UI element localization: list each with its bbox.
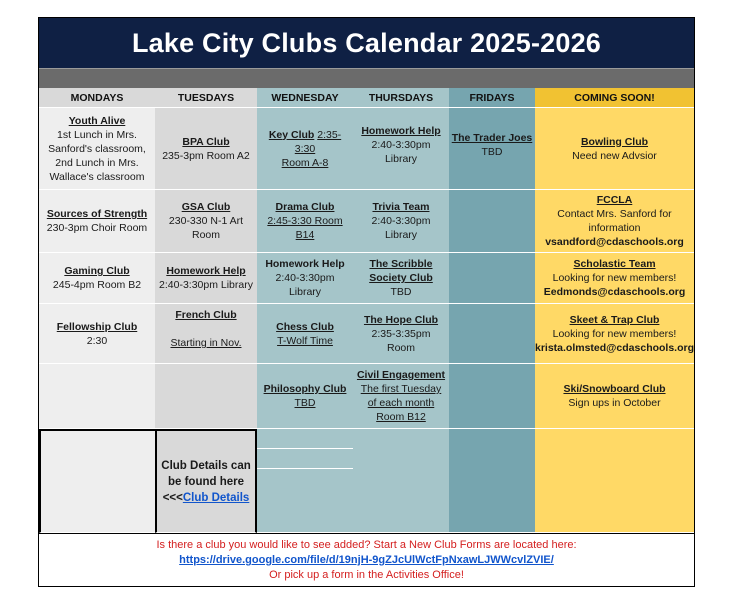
club-cell-fellowship-club[interactable] — [39, 304, 155, 364]
club-name: Trivia Team — [372, 201, 430, 213]
club-cell-drama-club[interactable] — [257, 190, 353, 253]
club-name: Chess Club — [276, 320, 334, 333]
empty-cell — [39, 364, 155, 429]
empty-cell — [155, 364, 257, 429]
club-cell-chess-club[interactable] — [257, 304, 353, 364]
club-cell-trivia-team[interactable] — [353, 190, 449, 253]
club-detail: Wallace's classroom — [49, 170, 145, 183]
club-detail: Sign ups in October — [568, 397, 661, 409]
header-tuesday: TUESDAYS — [155, 88, 257, 108]
club-detail: 1st Lunch in Mrs. — [57, 128, 137, 141]
club-cell-homework-help-wednesday[interactable] — [257, 253, 353, 304]
club-name: Fellowship Club — [56, 320, 138, 333]
club-detail: Looking for new members! — [552, 272, 677, 284]
club-name: Drama Club — [275, 201, 335, 213]
empty-cell — [535, 429, 694, 533]
club-detail: 2:35-3:30 — [294, 128, 342, 155]
thursday-column — [353, 88, 449, 533]
club-cell-french-club[interactable] — [155, 304, 257, 364]
club-detail: 2:40-3:30pm Library — [159, 279, 253, 291]
club-cell-homework-help-thursday[interactable] — [353, 108, 449, 190]
club-detail: 2:40-3:30pm — [371, 139, 431, 151]
club-name: Ski/Snowboard Club — [563, 383, 666, 395]
empty-cell — [353, 429, 449, 533]
club-details-text: Club Details can — [161, 459, 251, 472]
club-cell-key-club[interactable] — [257, 108, 353, 190]
club-cell-trader-joes[interactable] — [449, 108, 535, 190]
club-detail: 245-4pm Room B2 — [52, 279, 142, 291]
club-cell-sources-of-strength[interactable] — [39, 190, 155, 253]
empty-cell — [257, 449, 353, 469]
club-detail: Library — [384, 229, 418, 241]
empty-cell — [449, 253, 535, 304]
empty-cell — [257, 429, 353, 449]
club-cell-philosophy-club[interactable] — [257, 364, 353, 429]
club-name: The Hope Club — [363, 313, 439, 326]
club-name: Gaming Club — [64, 265, 130, 277]
club-cell-fccla[interactable] — [535, 190, 694, 253]
contact-email: vsandford@cdaschools.org — [545, 236, 684, 248]
club-detail: 2nd Lunch in Mrs. — [55, 156, 139, 169]
calendar-sheet — [38, 17, 695, 587]
club-name: Youth Alive — [68, 114, 126, 127]
club-detail: 2:45-3:30 Room — [267, 215, 343, 227]
club-name: Sources of Strength — [46, 208, 148, 220]
club-detail: Room A-8 — [281, 156, 329, 169]
club-name: The Scribble — [369, 258, 433, 270]
friday-column — [449, 88, 535, 533]
club-detail: Room — [386, 341, 415, 354]
club-detail: Need new Advsior — [572, 149, 657, 162]
club-detail: 2:40-3:30pm — [275, 272, 335, 284]
club-detail: Sanford's classroom, — [48, 142, 146, 155]
club-cell-hope-club[interactable] — [353, 304, 449, 364]
club-cell-scholastic-team[interactable] — [535, 253, 694, 304]
club-details-text: be found here — [167, 475, 245, 488]
club-detail: 230-330 N-1 Art — [168, 215, 244, 227]
club-detail: 2:30 — [86, 334, 108, 347]
club-detail: Starting in Nov. — [170, 337, 242, 349]
club-details-note — [155, 429, 257, 533]
club-detail: TBD — [294, 397, 316, 409]
footer-prompt: Is there a club you would like to see added? Start a New Club Forms are located here: — [156, 539, 577, 551]
header-coming-soon: COMING SOON! — [535, 88, 694, 108]
club-detail: Room — [191, 229, 220, 241]
club-cell-youth-alive[interactable] — [39, 108, 155, 190]
club-cell-scribble-society[interactable] — [353, 253, 449, 304]
club-detail: 235-3pm Room A2 — [162, 149, 250, 162]
club-detail: 2:40-3:30pm — [371, 215, 431, 227]
club-name: Civil Engagement — [356, 369, 446, 381]
footer-office-note: Or pick up a form in the Activities Office! — [269, 569, 464, 581]
club-detail: Looking for new members! — [552, 327, 677, 340]
club-detail: Contact Mrs. Sanford for — [557, 208, 672, 220]
club-detail: of each month — [367, 397, 435, 409]
club-name: Scholastic Team — [573, 258, 656, 270]
club-cell-ski-snowboard[interactable] — [535, 364, 694, 429]
monday-column — [39, 88, 155, 533]
club-cell-bowling-club[interactable] — [535, 108, 694, 190]
new-club-form-link[interactable]: https://drive.google.com/file/d/19njH-9gZJcUlWctFpNxawLJWWcvlZVIE/ — [179, 554, 554, 566]
club-cell-gaming-club[interactable] — [39, 253, 155, 304]
club-name: Homework Help — [361, 125, 441, 137]
club-name: The Trader Joes — [451, 132, 533, 144]
club-details-link[interactable]: Club Details — [182, 491, 250, 504]
club-details-link-row — [163, 490, 250, 506]
club-name: Society Club — [369, 272, 433, 284]
club-detail: T-Wolf Time — [277, 334, 333, 347]
club-cell-gsa-club[interactable] — [155, 190, 257, 253]
club-detail: 230-3pm Choir Room — [46, 222, 148, 234]
club-detail: information — [588, 222, 641, 234]
header-friday: FRIDAYS — [449, 88, 535, 108]
club-detail: TBD — [481, 146, 503, 158]
coming-soon-column — [535, 88, 694, 533]
club-name: Bowling Club — [580, 135, 649, 148]
club-name: Homework Help — [166, 265, 246, 277]
club-name: Homework Help — [265, 258, 345, 270]
club-cell-skeet-trap[interactable] — [535, 304, 694, 364]
club-name: Philosophy Club — [263, 383, 347, 395]
empty-cell — [449, 304, 535, 364]
empty-cell — [257, 469, 353, 533]
contact-email: Eedmonds@cdaschools.org — [543, 286, 686, 298]
club-cell-homework-help-tuesday[interactable] — [155, 253, 257, 304]
wednesday-column — [257, 88, 353, 533]
club-detail: TBD — [390, 286, 412, 298]
club-name: Key Club — [268, 128, 315, 141]
page-title: Lake City Clubs Calendar 2025-2026 — [39, 18, 694, 68]
empty-cell — [39, 429, 155, 533]
empty-cell — [449, 364, 535, 429]
header-thursday: THURSDAYS — [353, 88, 449, 108]
club-name: FCCLA — [596, 194, 633, 206]
club-detail: The first Tuesday — [360, 383, 442, 395]
club-detail: B14 — [295, 229, 315, 241]
empty-cell — [449, 429, 535, 533]
club-name: French Club — [175, 309, 237, 321]
club-cell-civil-engagement[interactable] — [353, 364, 449, 429]
club-name: BPA Club — [182, 135, 230, 148]
header-monday: MONDAYS — [39, 88, 155, 108]
header-wednesday: WEDNESDAY — [257, 88, 353, 108]
arrow-prefix: <<< — [162, 491, 183, 504]
club-detail: Room B12 — [376, 411, 426, 423]
club-detail: 2:35-3:35pm — [371, 327, 431, 340]
empty-cell — [449, 190, 535, 253]
footer-note — [39, 533, 694, 587]
contact-email: krista.olmsted@cdaschools.org — [534, 341, 695, 354]
header-divider-bar — [39, 68, 694, 89]
club-cell-bpa-club[interactable] — [155, 108, 257, 190]
club-detail: Library — [288, 286, 322, 298]
club-name: Skeet & Trap Club — [569, 313, 660, 326]
club-name-row — [259, 128, 351, 156]
tuesday-column — [155, 88, 257, 533]
club-detail: Library — [384, 153, 418, 165]
club-name: GSA Club — [181, 201, 231, 213]
